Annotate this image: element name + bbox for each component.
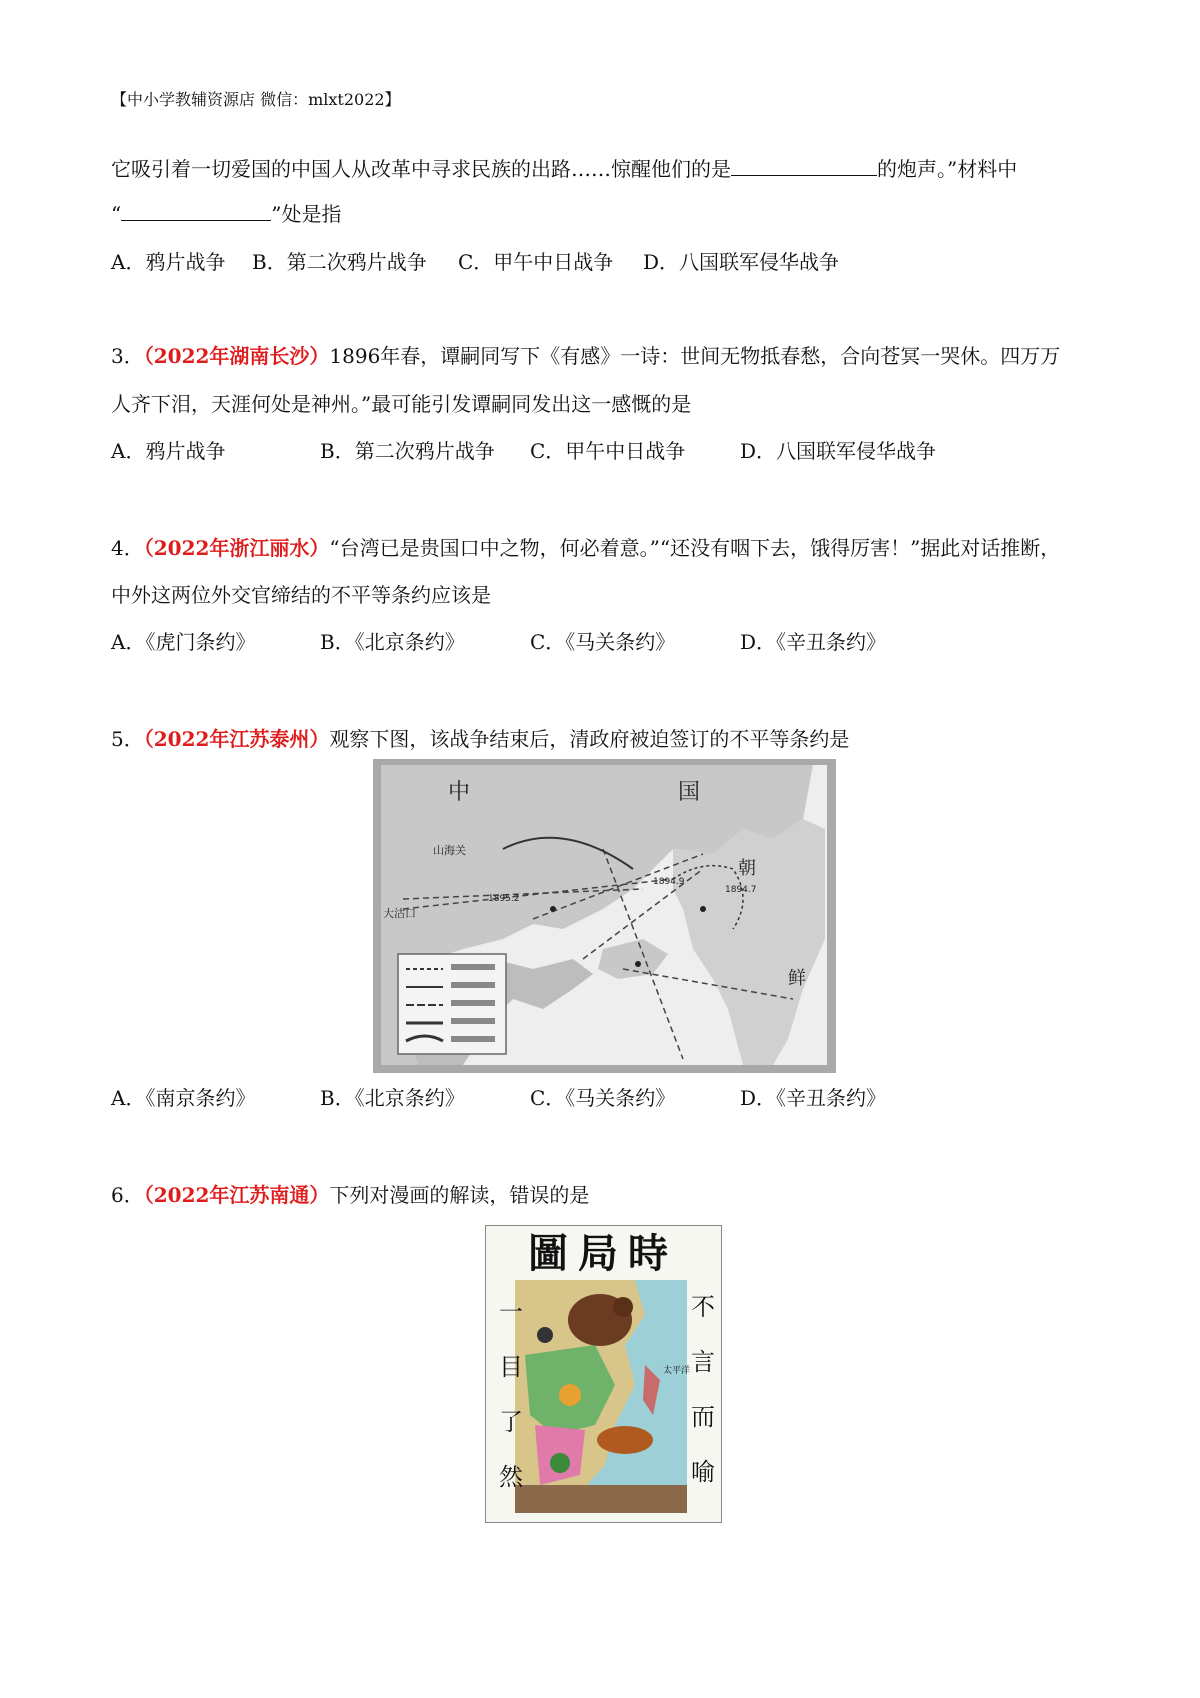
q2-blank-2: [121, 200, 271, 221]
legend-text-2: [451, 982, 495, 988]
map-label-shanhaiguan: 山海关: [433, 844, 466, 857]
q2-text-1b: 的炮声。”材料中: [877, 157, 1018, 181]
legend-text-5: [451, 1036, 495, 1042]
q3-option-b[interactable]: B．第二次鸦片战争: [320, 439, 495, 463]
legend-text-1: [451, 964, 495, 970]
q3-option-d[interactable]: D．八国联军侵华战争: [740, 439, 937, 463]
cartoon-frog: [550, 1453, 570, 1473]
q4-option-c[interactable]: C．《马关条约》: [530, 630, 676, 654]
cartoon-figure: [537, 1327, 553, 1343]
cartoon-bottom-strip: [515, 1485, 687, 1513]
q6-source: （2022年江苏南通）: [143, 1183, 330, 1207]
q3-text-1: 1896年春，谭嗣同写下《有感》一诗：世间无物抵春愁，合向苍冥一哭休。四万万: [329, 344, 1061, 368]
cartoon-title: 圖局時: [528, 1231, 678, 1277]
q2-text-2b: ”处是指: [271, 202, 342, 226]
q4-text-1: “台湾已是贵国口中之物，何必着意。”“还没有咽下去，饿得厉害！”据此对话推断，: [329, 536, 1061, 560]
map-marker-1: [700, 906, 706, 912]
cartoon-svg: [485, 1225, 722, 1523]
map-label-china-1: 中: [448, 780, 471, 805]
q4-source: （2022年浙江丽水）: [143, 536, 330, 560]
war-map-svg: [373, 759, 836, 1073]
cartoon-right-char-1: 不: [691, 1293, 715, 1321]
map-label-korea-1: 朝: [738, 858, 756, 879]
cartoon-right-char-2: 言: [691, 1348, 715, 1376]
q5-line-1: [111, 725, 849, 753]
q6-text: 下列对漫画的解读，错误的是: [329, 1183, 590, 1207]
q5-text: 观察下图，该战争结束后，清政府被迫签订的不平等条约是: [329, 727, 850, 751]
cartoon-right-char-3: 而: [691, 1403, 715, 1431]
q6-number: 6．: [111, 1183, 144, 1207]
q2-option-c[interactable]: C．甲午中日战争: [458, 250, 614, 274]
q2-line-1: [111, 155, 1017, 183]
cartoon-ocean-label: 太平洋: [663, 1366, 691, 1376]
map-marker-2: [550, 906, 556, 912]
q4-option-d[interactable]: D．《辛丑条约》: [740, 630, 887, 654]
q3-option-c[interactable]: C．甲午中日战争: [530, 439, 686, 463]
cartoon-right-char-4: 喻: [691, 1458, 715, 1486]
q5-war-map: [373, 759, 836, 1073]
cartoon-left-char-4: 然: [499, 1463, 523, 1491]
q5-number: 5．: [111, 727, 144, 751]
q2-option-a[interactable]: A．鸦片战争: [111, 250, 226, 274]
q6-cartoon: [485, 1225, 722, 1523]
q3-number: 3．: [111, 344, 144, 368]
q3-line-1: [111, 342, 1060, 370]
map-label-korea-2: 鲜: [788, 968, 806, 989]
cartoon-left-char-3: 了: [499, 1408, 523, 1436]
q4-line-1: [111, 534, 1060, 562]
q5-option-d[interactable]: D．《辛丑条约》: [740, 1086, 887, 1110]
legend-text-4: [451, 1018, 495, 1024]
legend-text-3: [451, 1000, 495, 1006]
q3-line-2: 人齐下泪，天涯何处是神州。”最可能引发谭嗣同发出这一感慨的是: [111, 392, 692, 416]
map-label-dagukou: 大沽口: [383, 907, 416, 920]
map-marker-3: [635, 961, 641, 967]
q4-number: 4．: [111, 536, 144, 560]
q2-blank-1: [731, 155, 877, 176]
q3-source: （2022年湖南长沙）: [143, 344, 330, 368]
q4-option-a[interactable]: A．《虎门条约》: [111, 630, 256, 654]
map-label-date-2: 1894.7: [725, 885, 757, 895]
q4-line-2: 中外这两位外交官缔结的不平等条约应该是: [111, 583, 491, 607]
cartoon-eagle: [597, 1426, 653, 1454]
q2-option-b[interactable]: B．第二次鸦片战争: [252, 250, 427, 274]
map-label-date-1: 1894.9: [653, 877, 685, 887]
cartoon-left-char-1: 一: [499, 1298, 523, 1326]
map-label-date-3: 1895.2: [488, 894, 520, 904]
q4-option-b[interactable]: B．《北京条约》: [320, 630, 465, 654]
q2-text-2a: “: [111, 202, 122, 226]
q5-option-a[interactable]: A．《南京条约》: [111, 1086, 256, 1110]
q2-option-d[interactable]: D．八国联军侵华战争: [643, 250, 840, 274]
q2-line-2: [111, 200, 341, 228]
map-label-china-2: 国: [678, 780, 701, 805]
q5-source: （2022年江苏泰州）: [143, 727, 330, 751]
q2-text-1a: 它吸引着一切爱国的中国人从改革中寻求民族的出路……惊醒他们的是: [111, 157, 731, 181]
q6-line-1: [111, 1181, 589, 1209]
cartoon-tiger: [559, 1384, 581, 1406]
q5-option-c[interactable]: C．《马关条约》: [530, 1086, 676, 1110]
cartoon-left-char-2: 目: [499, 1353, 523, 1381]
cartoon-bear-head: [613, 1297, 633, 1317]
q5-option-b[interactable]: B．《北京条约》: [320, 1086, 465, 1110]
header-watermark: 【中小学教辅资源店 微信：mlxt2022】: [111, 90, 401, 109]
q3-option-a[interactable]: A．鸦片战争: [111, 439, 226, 463]
